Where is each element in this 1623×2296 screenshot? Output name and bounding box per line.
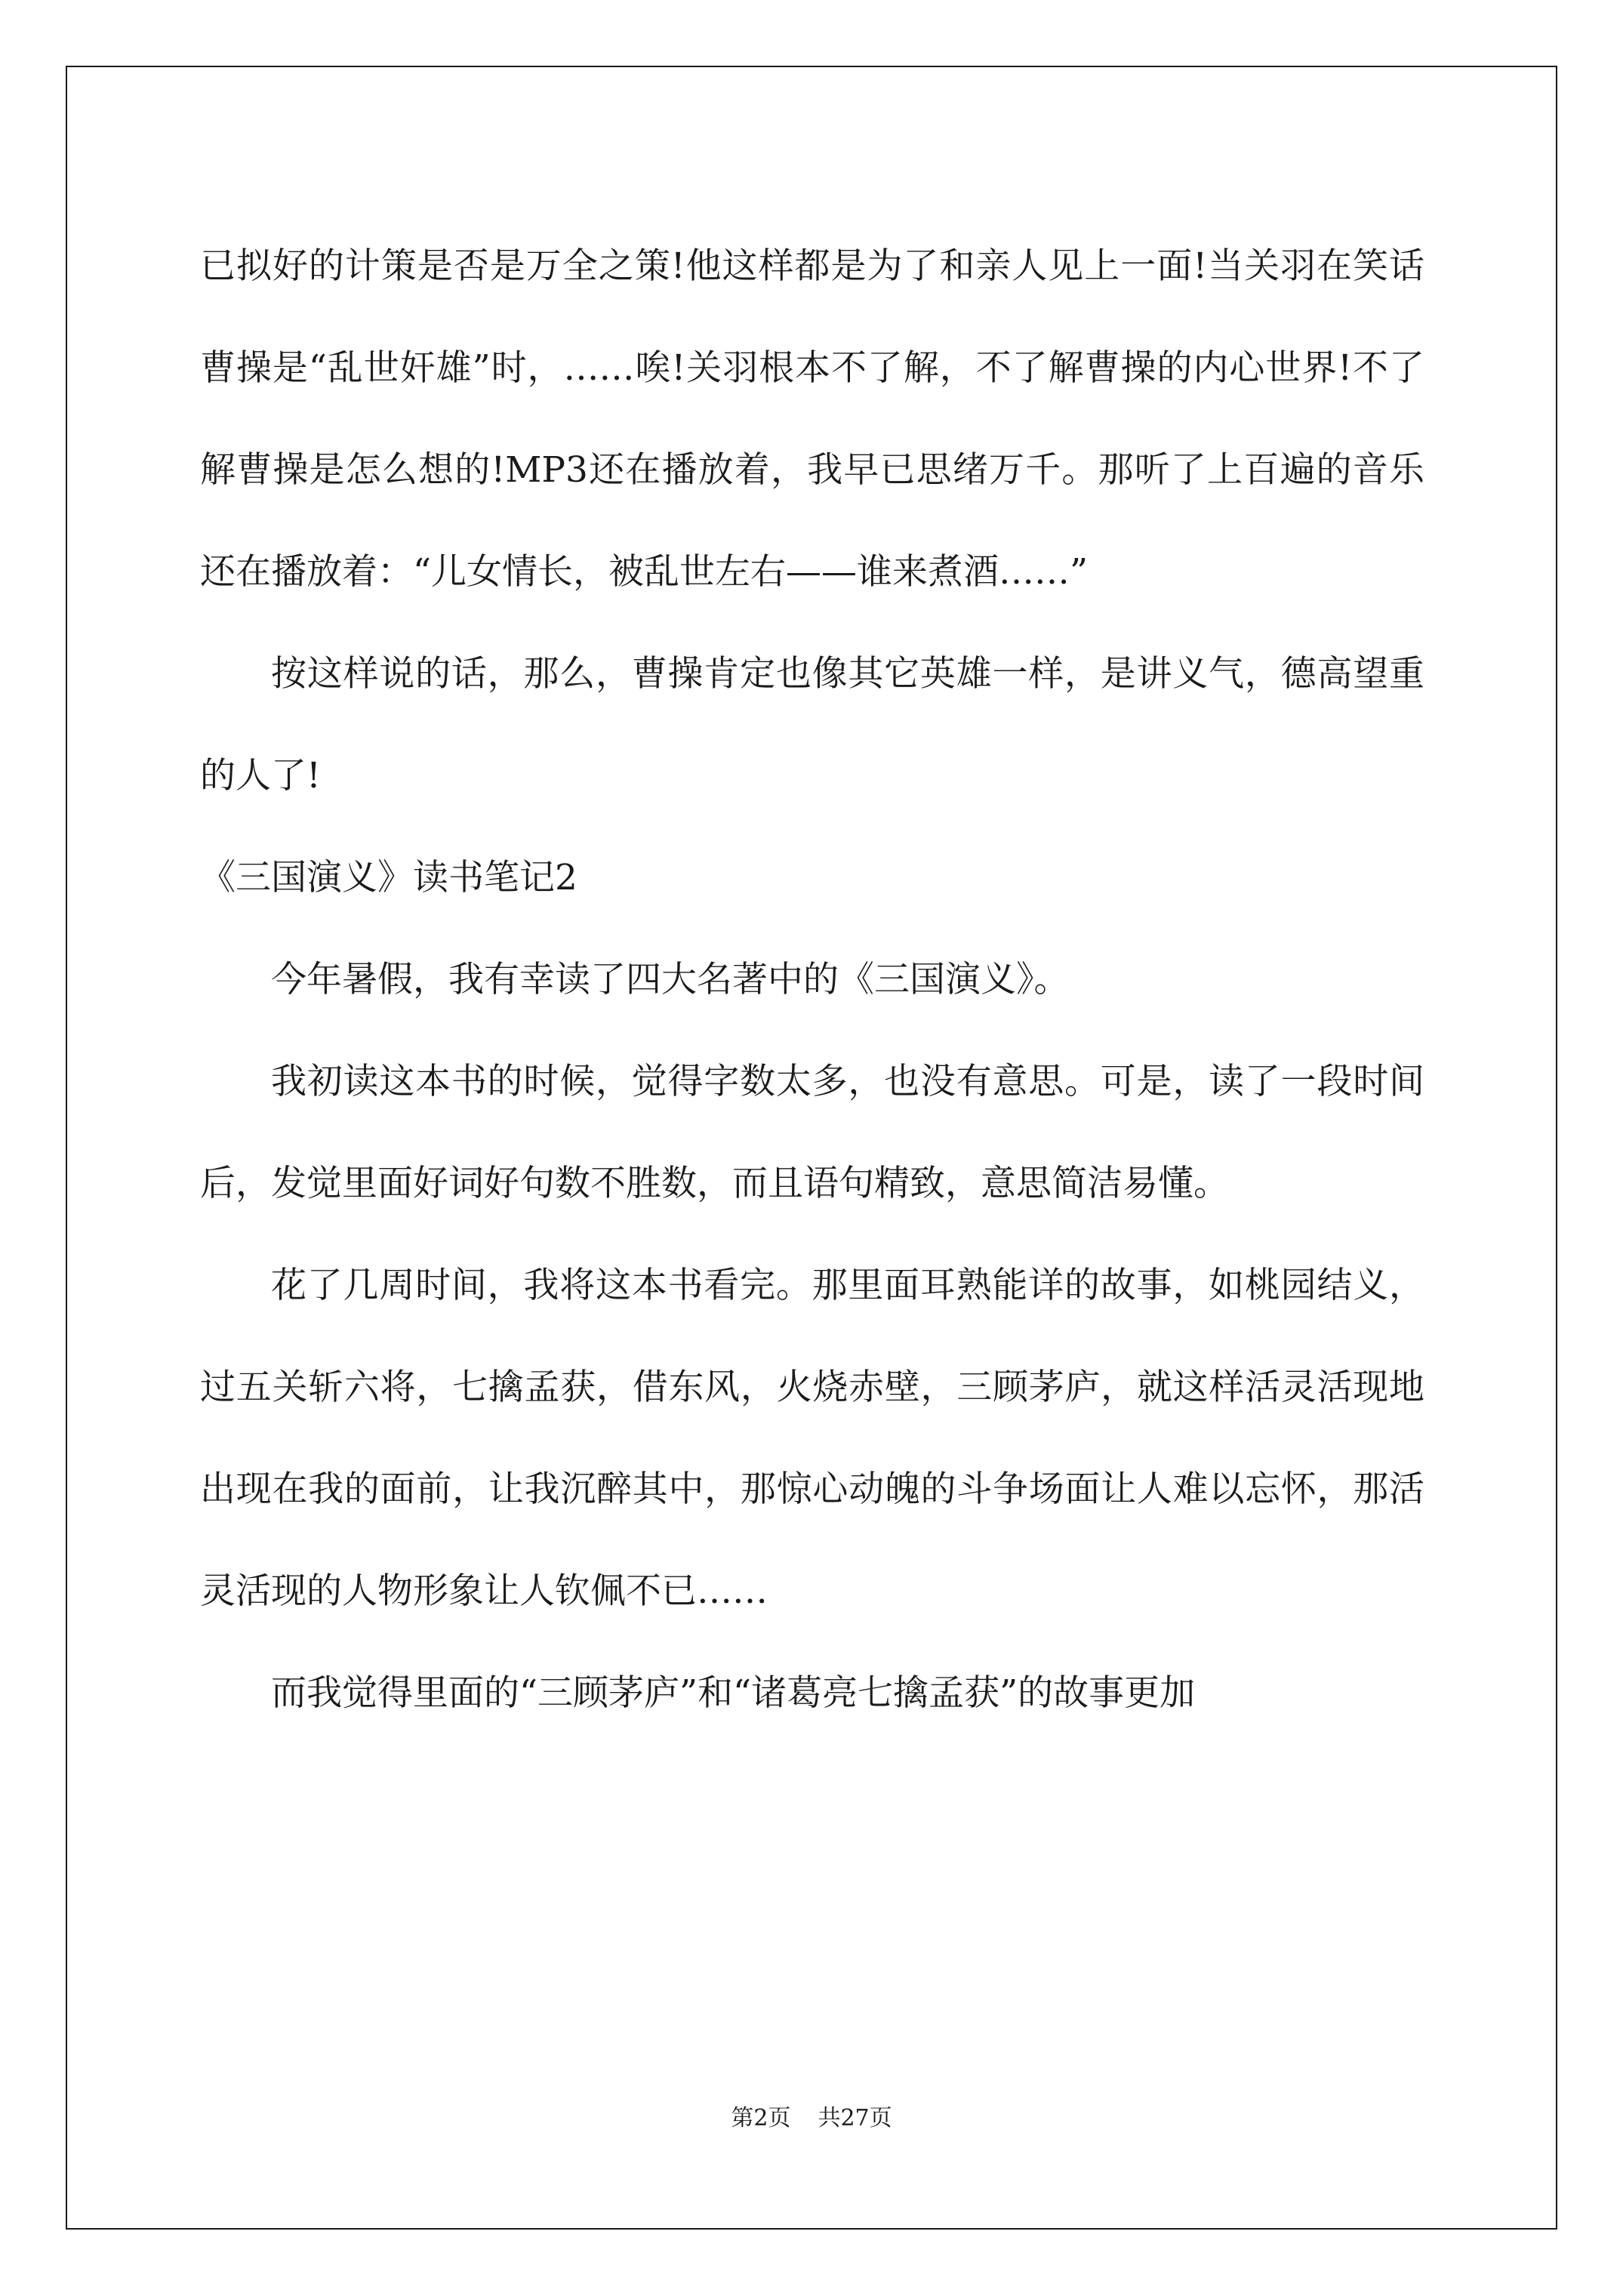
paragraph: 我初读这本书的时候，觉得字数太多，也没有意思。可是，读了一段时间后，发觉里面好词好句数不胜数，而且语句精致，意思简洁易懂。: [200, 1061, 1424, 1204]
paragraph: 今年暑假，我有幸读了四大名著中的《三国演义》。: [271, 959, 1070, 1000]
page-number-current: 第2页: [731, 2105, 791, 2131]
page-footer: [0, 2099, 1623, 2132]
paragraph: 按这样说的话，那么，曹操肯定也像其它英雄一样，是讲义气，德高望重的人了!: [200, 653, 1424, 797]
paragraph: 已拟好的计策是否是万全之策!他这样都是为了和亲人见上一面!当关羽在笑话曹操是“乱世奸雄”时，……唉!关羽根本不了解，不了解曹操的内心世界!不了解曹操是怎么想的!MP3还在播放着，我早已思绪万千。那听了上百遍的音乐还在播放着：“儿女情长，被乱世左右——谁来煮酒……”: [200, 245, 1424, 593]
page-number-total: 共27页: [818, 2105, 892, 2131]
document-body: [200, 215, 1424, 1744]
section-heading: 《三国演义》读书笔记2: [200, 857, 577, 898]
paragraph: 而我觉得里面的“三顾茅庐”和“诸葛亮七擒孟获”的故事更加: [271, 1672, 1196, 1714]
paragraph: 花了几周时间，我将这本书看完。那里面耳熟能详的故事，如桃园结义，过五关斩六将，七擒孟获，借东风，火烧赤壁，三顾茅庐，就这样活灵活现地出现在我的面前，让我沉醉其中，那惊心动魄的斗争场面让人难以忘怀，那活灵活现的人物形象让人钦佩不已……: [200, 1265, 1424, 1612]
